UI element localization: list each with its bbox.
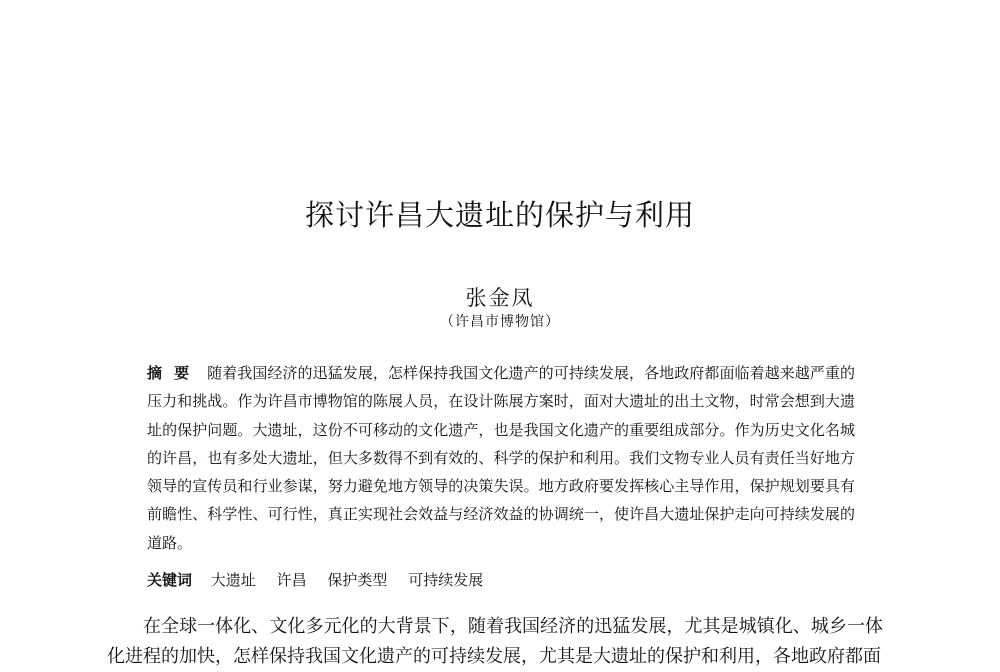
body-paragraph: 在全球一体化、文化多元化的大背景下，随着我国经济的迅猛发展，尤其是城镇化、城乡一体化进程的加快，怎样保持我国文化遗产的可持续发展，尤其是大遗址的保护和利用，各地政府都面 — [107, 616, 883, 667]
paper-title: 探讨许昌大遗址的保护与利用 — [304, 198, 695, 232]
abstract-text: 随着我国经济的迅猛发展，怎样保持我国文化遗产的可持续发展，各地政府都面临着越来越严重的压力和挑战。作为许昌市博物馆的陈展人员，在设计陈展方案时，面对大遗址的出土文物，时常会想到大遗址的保护问题。大遗址，这份不可移动的文化遗产，也是我国文化遗产的重要组成部分。作为历史文化名城的许昌，也有多处大遗址，但大多数得不到有效的、科学的保护和利用。我们文物专业人员有责任当好地方领导的宣传员和行业参谋，努力避免地方领导的决策失误。地方政府要发挥核心主导作用，保护规划要具有前瞻性、科学性、可行性，真正实现社会效益与经济效益的协调统一，使许昌大遗址保护走向可持续发展的道路。 — [147, 364, 855, 552]
keywords — [147, 569, 855, 591]
author-name: 张金凤 — [465, 286, 535, 310]
keyword-item: 大遗址 — [210, 571, 256, 589]
author-affiliation: （许昌市博物馆） — [440, 314, 560, 330]
keywords-label: 关键词 — [147, 571, 193, 589]
keyword-item: 保护类型 — [327, 571, 388, 589]
keyword-item: 许昌 — [276, 571, 307, 589]
keyword-item: 可持续发展 — [408, 571, 484, 589]
abstract — [147, 359, 855, 557]
abstract-label: 摘要 — [147, 364, 202, 382]
